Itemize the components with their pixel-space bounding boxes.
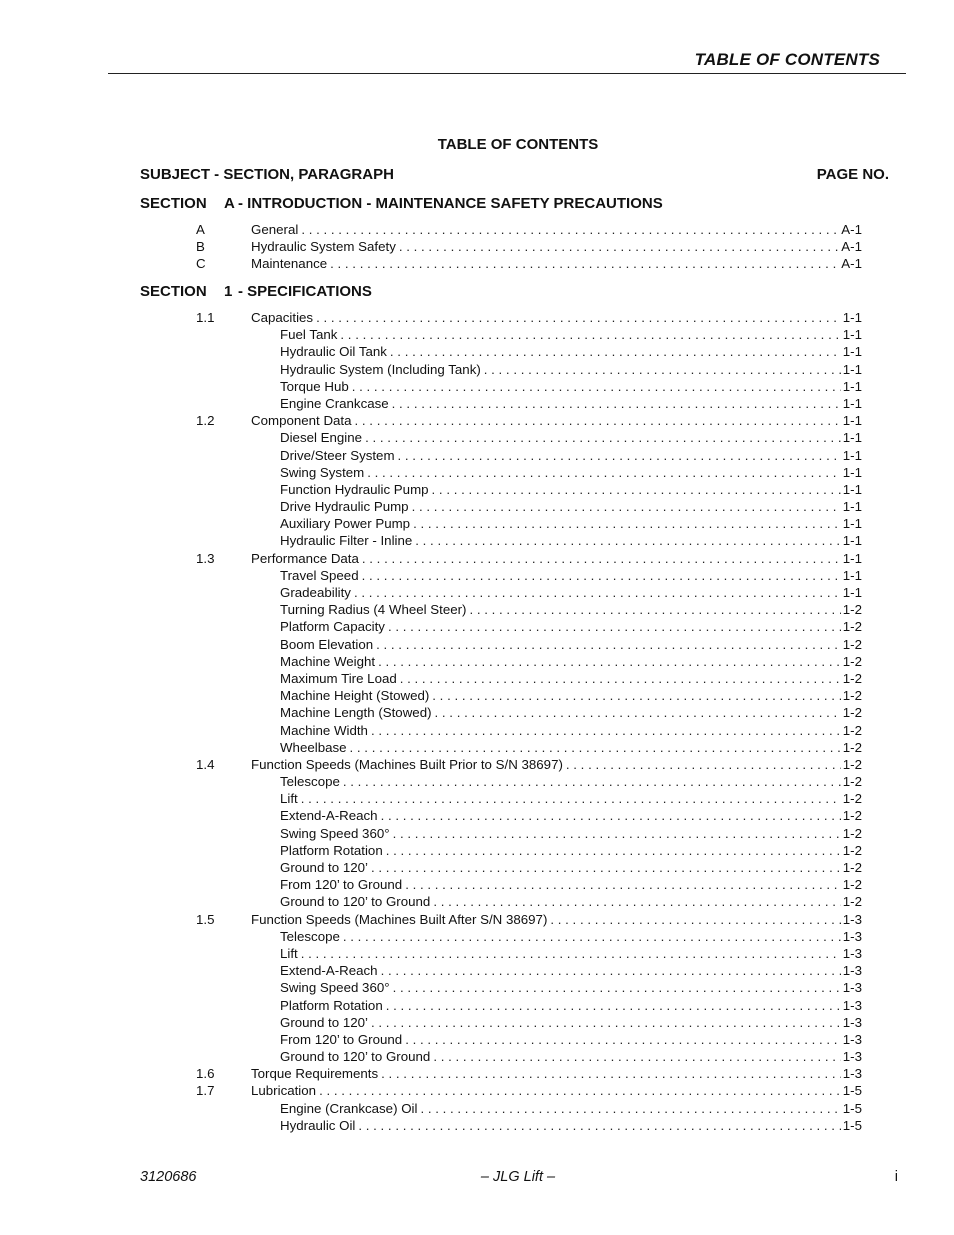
toc-entry-text: Lubrication: [251, 1082, 319, 1099]
dot-leader: [371, 722, 841, 739]
toc-entry-line: [280, 378, 862, 395]
dot-leader: [435, 704, 841, 721]
toc-entry-page: 1-2: [842, 791, 862, 807]
toc-entry-page: 1-3: [842, 980, 862, 996]
toc-subentry[interactable]: [140, 825, 862, 842]
toc-subentry[interactable]: [140, 773, 862, 790]
dot-leader: [371, 1014, 841, 1031]
toc-subentry[interactable]: [140, 464, 862, 481]
toc-subentry[interactable]: [140, 653, 862, 670]
toc-entry-text: Engine Crankcase: [280, 395, 392, 412]
toc-entry-line: [251, 221, 862, 238]
dot-leader: [420, 1100, 840, 1117]
toc-subentry[interactable]: [140, 1117, 862, 1134]
toc-entry-text: Function Hydraulic Pump: [280, 481, 432, 498]
section-a: [140, 195, 862, 273]
toc-entry[interactable]: [140, 1065, 862, 1082]
toc-entry-line: [251, 412, 862, 429]
toc-entry-text: Swing Speed 360°: [280, 979, 393, 996]
toc-entry-line: [280, 945, 862, 962]
toc-entry-line: [251, 309, 862, 326]
toc-subentry[interactable]: [140, 893, 862, 910]
toc-entry-page: A-1: [841, 256, 862, 272]
toc-entry-page: 1-1: [842, 516, 862, 532]
toc-entry-text: Turning Radius (4 Wheel Steer): [280, 601, 469, 618]
footer-page-number: i: [894, 1169, 898, 1185]
toc-entry-page: 1-1: [842, 447, 862, 463]
toc-entry-page: 1-2: [842, 670, 862, 686]
toc-entry-text: Hydraulic System Safety: [251, 238, 399, 255]
toc-entry-line: [280, 343, 862, 360]
toc-entry-text: Machine Height (Stowed): [280, 687, 432, 704]
toc-subentry[interactable]: [140, 326, 862, 343]
dot-leader: [400, 670, 841, 687]
toc-entry-line: [280, 1100, 862, 1117]
toc-entry-page: 1-3: [842, 945, 862, 961]
toc-entry-text: Telescope: [280, 928, 343, 945]
toc-entry-number: C: [196, 256, 206, 272]
toc-entry-line: [280, 498, 862, 515]
toc-entry-page: A-1: [841, 222, 862, 237]
toc-entry-text: Component Data: [251, 412, 355, 429]
toc-entry-text: Ground to 120’: [280, 1014, 371, 1031]
toc-entry[interactable]: [140, 412, 862, 429]
toc-subentry[interactable]: [140, 945, 862, 962]
toc-entry-number: A: [196, 222, 205, 237]
section-heading: [140, 283, 862, 305]
section-prefix: SECTION: [140, 283, 207, 300]
toc-entry-text: Ground to 120’ to Ground: [280, 893, 433, 910]
section-id: A: [224, 195, 235, 212]
toc-entry-text: Hydraulic Filter - Inline: [280, 532, 415, 549]
toc-entry-page: 1-2: [842, 722, 862, 738]
section-title: - SPECIFICATIONS: [238, 283, 372, 300]
toc-subentry[interactable]: [140, 532, 862, 549]
toc-entry-page: 1-1: [842, 327, 862, 343]
toc-entry-text: Machine Weight: [280, 653, 378, 670]
toc-entry-text: Swing Speed 360°: [280, 825, 393, 842]
toc-subentry[interactable]: [140, 515, 862, 532]
toc-entry-text: Capacities: [251, 309, 316, 326]
toc-entry-text: Wheelbase: [280, 739, 350, 756]
dot-leader: [412, 498, 841, 515]
dot-leader: [413, 515, 841, 532]
toc-entry-number: 1.7: [196, 1083, 215, 1099]
toc-entry-text: Lift: [280, 945, 301, 962]
toc-subentry[interactable]: [140, 481, 862, 498]
dot-leader: [362, 550, 841, 567]
dot-leader: [415, 532, 841, 549]
toc-subentry[interactable]: [140, 807, 862, 824]
toc-entry-text: Machine Width: [280, 722, 371, 739]
toc-entry[interactable]: [140, 550, 862, 567]
dot-leader: [381, 962, 841, 979]
header-rule: [108, 73, 906, 74]
toc-entry-text: From 120’ to Ground: [280, 876, 405, 893]
toc-entry-line: [280, 997, 862, 1014]
toc-entry-page: 1-2: [842, 739, 862, 755]
toc-entry-page: 1-3: [842, 911, 862, 927]
toc-entry-page: 1-1: [842, 499, 862, 515]
toc-entry-line: [280, 807, 862, 824]
toc-subentry[interactable]: [140, 361, 862, 378]
toc-entry-number: 1.6: [196, 1066, 215, 1082]
dot-leader: [566, 756, 841, 773]
dot-leader: [367, 464, 841, 481]
toc-entry-page: 1-2: [842, 774, 862, 790]
footer-center: – JLG Lift –: [480, 1169, 556, 1185]
toc-subentry[interactable]: [140, 876, 862, 893]
dot-leader: [432, 481, 841, 498]
dot-leader: [398, 447, 841, 464]
toc-subentry[interactable]: [140, 447, 862, 464]
toc-entry-line: [280, 1048, 862, 1065]
toc-entry-page: 1-5: [842, 1100, 862, 1116]
toc-entry-page: 1-2: [842, 756, 862, 772]
toc-entry-text: Platform Rotation: [280, 997, 386, 1014]
toc-entry-line: [280, 636, 862, 653]
toc-entry-line: [280, 567, 862, 584]
toc-entry-page: 1-1: [842, 413, 862, 429]
toc-entry-text: Engine (Crankcase) Oil: [280, 1100, 420, 1117]
toc-entry-text: Gradeability: [280, 584, 354, 601]
toc-entry-page: 1-3: [842, 928, 862, 944]
toc-entry-page: 1-1: [842, 550, 862, 566]
toc-entry-line: [280, 842, 862, 859]
toc-entry-text: Ground to 120’: [280, 859, 371, 876]
toc-entry-line: [251, 550, 862, 567]
toc-entry-text: Performance Data: [251, 550, 362, 567]
page-no-label: PAGE NO.: [816, 166, 889, 183]
toc-entry-line: [280, 893, 862, 910]
toc-subentry[interactable]: [140, 343, 862, 360]
toc-entry-text: Telescope: [280, 773, 343, 790]
toc-entry-line: [280, 876, 862, 893]
footer-doc-number: 3120686: [140, 1169, 197, 1185]
toc-entry[interactable]: [140, 756, 862, 773]
toc-subentry[interactable]: [140, 704, 862, 721]
toc-entry-number: 1.2: [196, 413, 215, 429]
toc-subentry[interactable]: [140, 601, 862, 618]
dot-leader: [350, 739, 841, 756]
toc-entry-line: [280, 653, 862, 670]
toc-subentry[interactable]: [140, 567, 862, 584]
toc-entry-text: Lift: [280, 790, 301, 807]
toc-entry-text: Extend-A-Reach: [280, 807, 381, 824]
toc-subentry[interactable]: [140, 842, 862, 859]
toc-entry-text: Maximum Tire Load: [280, 670, 400, 687]
toc-entry[interactable]: [140, 255, 862, 272]
section-entries: [140, 221, 862, 273]
toc-entry-page: 1-5: [842, 1117, 862, 1133]
toc-entry-text: Swing System: [280, 464, 367, 481]
toc-entry-page: 1-2: [842, 808, 862, 824]
toc-subentry[interactable]: [140, 498, 862, 515]
toc-entry-page: 1-1: [842, 344, 862, 360]
toc-entry-line: [280, 395, 862, 412]
toc-subentry[interactable]: [140, 739, 862, 756]
toc-entry-page: 1-1: [842, 361, 862, 377]
toc-entry-line: [280, 670, 862, 687]
toc-entry-line: [280, 1031, 862, 1048]
toc-entry-page: 1-3: [842, 1014, 862, 1030]
toc-subentry[interactable]: [140, 1048, 862, 1065]
toc-entry[interactable]: [140, 238, 862, 255]
toc-subentry[interactable]: [140, 790, 862, 807]
toc-entry-text: Hydraulic System (Including Tank): [280, 361, 484, 378]
toc-subentry[interactable]: [140, 997, 862, 1014]
toc-entry-text: Platform Capacity: [280, 618, 388, 635]
toc-entry-line: [280, 361, 862, 378]
toc-entry-line: [280, 722, 862, 739]
toc-entry-text: Function Speeds (Machines Built Prior to S/N 38697): [251, 756, 566, 773]
dot-leader: [393, 825, 841, 842]
toc-subentry[interactable]: [140, 618, 862, 635]
toc-entry-page: 1-2: [842, 688, 862, 704]
section-1: [140, 283, 862, 1134]
toc-subentry[interactable]: [140, 687, 862, 704]
toc-entry-page: 1-3: [842, 1066, 862, 1082]
toc-subentry[interactable]: [140, 859, 862, 876]
toc-entry[interactable]: [140, 221, 862, 238]
toc-entry-number: 1.5: [196, 911, 215, 927]
toc-entry-line: [251, 1065, 862, 1082]
toc-entry-line: [280, 859, 862, 876]
running-header-title: TABLE OF CONTENTS: [694, 50, 880, 69]
toc-entry-page: 1-5: [842, 1083, 862, 1099]
subject-label: SUBJECT - SECTION, PARAGRAPH: [140, 166, 394, 183]
toc-entry-page: 1-1: [842, 378, 862, 394]
toc-entry-line: [280, 532, 862, 549]
toc-entry-text: Torque Hub: [280, 378, 352, 395]
toc-entry-line: [280, 979, 862, 996]
toc-entry-number: 1.4: [196, 756, 215, 772]
toc-subentry[interactable]: [140, 722, 862, 739]
toc-entry-number: 1.3: [196, 550, 215, 566]
toc-entry[interactable]: [140, 309, 862, 326]
section-title: - INTRODUCTION - MAINTENANCE SAFETY PRECAUTIONS: [238, 195, 663, 212]
toc-entry-page: 1-2: [842, 842, 862, 858]
toc-entry-text: Ground to 120’ to Ground: [280, 1048, 433, 1065]
toc-entry[interactable]: [140, 1082, 862, 1099]
toc-subentry[interactable]: [140, 395, 862, 412]
toc-entry-line: [280, 429, 862, 446]
toc-entry-text: Boom Elevation: [280, 636, 376, 653]
toc-entry-line: [251, 238, 862, 255]
toc-entry-line: [280, 704, 862, 721]
dot-leader: [319, 1082, 841, 1099]
toc-entry-page: 1-2: [842, 705, 862, 721]
toc-entry-page: 1-2: [842, 894, 862, 910]
toc-subentry[interactable]: [140, 670, 862, 687]
toc-entry-page: 1-2: [842, 860, 862, 875]
dot-leader: [386, 997, 841, 1014]
dot-leader: [405, 1031, 841, 1048]
dot-leader: [381, 1065, 841, 1082]
toc-entry-line: [280, 687, 862, 704]
toc-entry-line: [280, 326, 862, 343]
dot-leader: [316, 309, 841, 326]
toc-entry-line: [280, 481, 862, 498]
section-prefix: SECTION: [140, 195, 207, 212]
dot-leader: [388, 618, 841, 635]
toc-entry-line: [280, 618, 862, 635]
dot-leader: [355, 412, 841, 429]
toc-subentry[interactable]: [140, 962, 862, 979]
dot-leader: [343, 928, 841, 945]
toc-entry-text: Fuel Tank: [280, 326, 340, 343]
dot-leader: [433, 893, 840, 910]
toc-entry-text: General: [251, 221, 301, 238]
toc-entry-page: 1-1: [842, 585, 862, 600]
toc-entry-line: [280, 447, 862, 464]
dot-leader: [378, 653, 841, 670]
toc-subentry[interactable]: [140, 636, 862, 653]
toc-subentry[interactable]: [140, 429, 862, 446]
toc-entry-page: 1-1: [842, 533, 862, 549]
toc-entry-text: Torque Requirements: [251, 1065, 381, 1082]
dot-leader: [390, 343, 841, 360]
dot-leader: [358, 1117, 840, 1134]
dot-leader: [381, 807, 841, 824]
toc-entry-page: 1-2: [842, 602, 862, 618]
toc-entry-text: Travel Speed: [280, 567, 362, 584]
toc-entry-page: 1-2: [842, 653, 862, 669]
toc-entry-page: 1-1: [842, 395, 862, 411]
toc-entry-text: Function Speeds (Machines Built After S/N 38697): [251, 911, 550, 928]
dot-leader: [354, 584, 841, 601]
toc-entry-line: [280, 825, 862, 842]
toc-entry-number: 1.1: [196, 310, 215, 325]
toc-subentry[interactable]: [140, 928, 862, 945]
toc-entry-text: From 120’ to Ground: [280, 1031, 405, 1048]
dot-leader: [301, 790, 841, 807]
toc-entry-page: A-1: [841, 239, 862, 255]
dot-leader: [365, 429, 841, 446]
dot-leader: [405, 876, 841, 893]
toc-entry-page: 1-1: [842, 310, 862, 325]
toc-entry-page: 1-2: [842, 636, 862, 652]
toc-entry-page: 1-1: [842, 430, 862, 446]
toc-entry-text: Diesel Engine: [280, 429, 365, 446]
dot-leader: [484, 361, 841, 378]
toc-entry-page: 1-3: [842, 963, 862, 979]
dot-leader: [330, 255, 839, 272]
dot-leader: [392, 395, 841, 412]
toc-entry-page: 1-3: [842, 1031, 862, 1047]
toc-entry-line: [280, 739, 862, 756]
toc-subentry[interactable]: [140, 1031, 862, 1048]
toc-entry-text: Extend-A-Reach: [280, 962, 381, 979]
dot-leader: [301, 221, 839, 238]
toc-subentry[interactable]: [140, 584, 862, 601]
dot-leader: [399, 238, 839, 255]
dot-leader: [376, 636, 841, 653]
toc-entry-line: [280, 515, 862, 532]
toc-entry-line: [280, 962, 862, 979]
dot-leader: [433, 1048, 840, 1065]
toc-entry-line: [280, 1014, 862, 1031]
toc-entry-page: 1-3: [842, 997, 862, 1013]
dot-leader: [469, 601, 840, 618]
toc-entry-line: [251, 1082, 862, 1099]
dot-leader: [550, 911, 840, 928]
toc-subentry[interactable]: [140, 1014, 862, 1031]
toc-entry-number: B: [196, 239, 205, 255]
section-id: 1: [224, 283, 233, 300]
toc-entry-line: [280, 464, 862, 481]
toc-entry-text: Maintenance: [251, 255, 330, 272]
dot-leader: [301, 945, 841, 962]
toc-entry-page: 1-2: [842, 877, 862, 893]
toc-entry-text: Drive Hydraulic Pump: [280, 498, 412, 515]
toc-entry-text: Drive/Steer System: [280, 447, 398, 464]
toc-subentry[interactable]: [140, 378, 862, 395]
toc-entry[interactable]: [140, 911, 862, 928]
toc-entry-line: [280, 773, 862, 790]
toc-entry-line: [251, 756, 862, 773]
toc-entry-page: 1-2: [842, 619, 862, 635]
toc-title: TABLE OF CONTENTS: [437, 136, 599, 153]
toc-entry-text: Machine Length (Stowed): [280, 704, 435, 721]
toc-entry-text: Hydraulic Oil Tank: [280, 343, 390, 360]
toc-entry-line: [280, 584, 862, 601]
toc-subentry[interactable]: [140, 1100, 862, 1117]
toc-entry-page: 1-3: [842, 1049, 862, 1065]
column-header-row: [140, 166, 889, 183]
dot-leader: [340, 326, 840, 343]
section-entries: [140, 309, 862, 1134]
dot-leader: [393, 979, 841, 996]
toc-subentry[interactable]: [140, 979, 862, 996]
toc-entry-text: Platform Rotation: [280, 842, 386, 859]
dot-leader: [386, 842, 841, 859]
toc-entry-line: [251, 911, 862, 928]
toc-entry-page: 1-2: [842, 825, 862, 841]
toc-entry-text: Hydraulic Oil: [280, 1117, 358, 1134]
toc-entry-line: [280, 601, 862, 618]
dot-leader: [371, 859, 841, 876]
toc-entry-line: [280, 1117, 862, 1134]
dot-leader: [362, 567, 841, 584]
toc-entry-page: 1-1: [842, 464, 862, 480]
section-heading: [140, 195, 862, 217]
toc-entry-page: 1-1: [842, 567, 862, 583]
toc-entry-text: Auxiliary Power Pump: [280, 515, 413, 532]
dot-leader: [343, 773, 841, 790]
toc-entry-line: [280, 790, 862, 807]
dot-leader: [352, 378, 841, 395]
toc-entry-line: [280, 928, 862, 945]
toc-entry-page: 1-1: [842, 481, 862, 497]
dot-leader: [432, 687, 840, 704]
toc-entry-line: [251, 255, 862, 272]
